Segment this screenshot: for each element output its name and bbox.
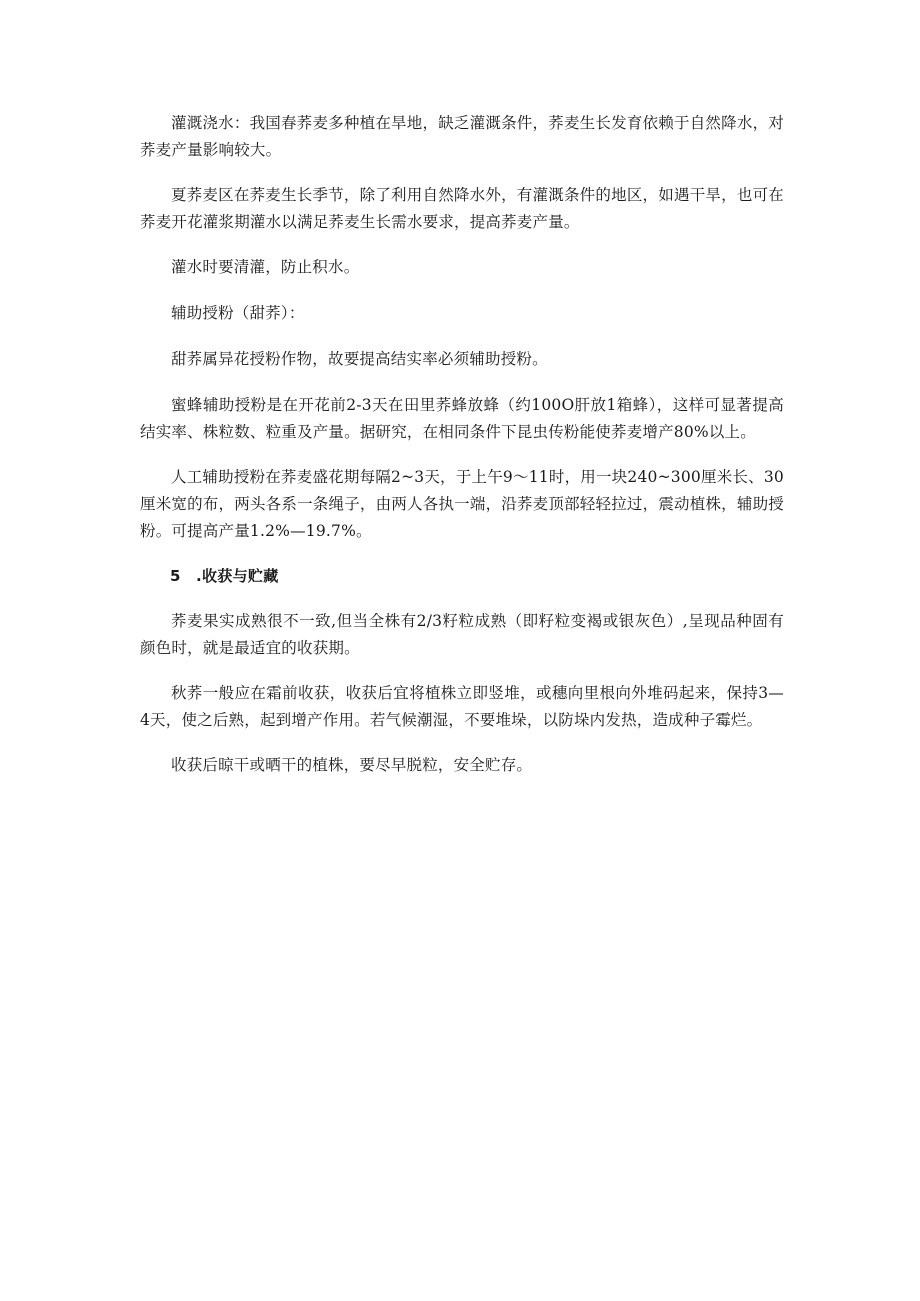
paragraph-clear-irrigation: 灌水时要清灌，防止积水。: [171, 258, 360, 276]
paragraph-summer-buckwheat: 夏荞麦区在荞麦生长季节，除了利用自然降水外，有灌溉条件的地区，如遇干旱，也可在荞麦开花灌浆期灌水以满足荞麦生长需水要求，提高荞麦产量。: [140, 186, 784, 231]
paragraph-pollination-title: 辅助授粉（甜荞）：: [171, 304, 305, 322]
paragraph-harvest-timing: 荞麦果实成熟很不一致,但当全株有2/3籽粒成熟（即籽粒变褐或银灰色）,呈现品种固有颜色时，就是最适宜的收获期。: [140, 612, 784, 657]
paragraph-threshing-storage: 收获后晾干或晒干的植株，要尽早脱粒，安全贮存。: [171, 756, 533, 774]
paragraph-autumn-harvest: 秋荞一般应在霜前收获，收获后宜将植株立即竖堆，或穗向里根向外堆码起来，保持3—4天，使之后熟，起到增产作用。若气候潮湿，不要堆垛，以防垛内发热，造成种子霉烂。: [140, 684, 784, 729]
section-heading-harvest-storage: 5 .收获与贮藏: [170, 567, 279, 585]
paragraph-bee-pollination: 蜜蜂辅助授粉是在开花前2-3天在田里荞蜂放蜂（约100O肝放1箱蜂），这样可显著提高结实率、株粒数、粒重及产量。据研究，在相同条件下昆虫传粉能使荞麦增产80%以上。: [140, 396, 784, 441]
document-page: [140, 110, 784, 798]
paragraph-cross-pollination: 甜荞属异花授粉作物，故要提高结实率必须辅助授粉。: [171, 350, 548, 368]
paragraph-manual-pollination: 人工辅助授粉在荞麦盛花期每隔2~3天，于上午9〜11时，用一块240~300厘米长、30厘米宽的布，两头各系一条绳子，由两人各执一端，沿荞麦顶部轻轻拉过，震动植株，辅助授粉。可提高产量1.2%—19.7%。: [140, 468, 784, 540]
paragraph-irrigation: 灌溉浇水：我国春荞麦多种植在旱地，缺乏灌溉条件，荞麦生长发育依赖于自然降水，对荞麦产量影响较大。: [140, 114, 784, 159]
